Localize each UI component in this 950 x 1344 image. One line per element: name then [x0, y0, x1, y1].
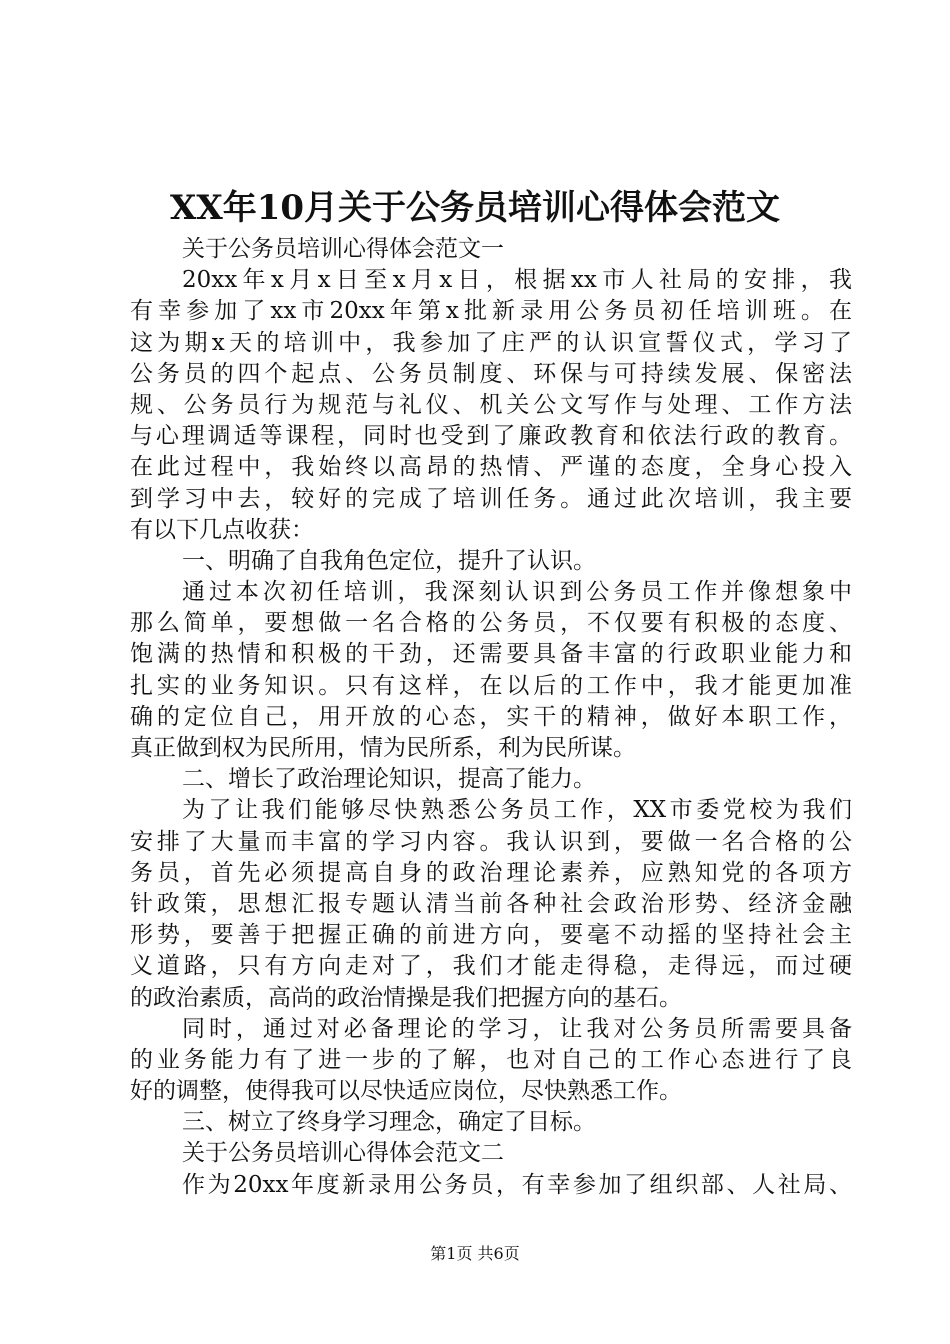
- section-heading: 关于公务员培训心得体会范文二: [182, 1140, 504, 1167]
- paragraph-line: 这为期x天的培训中，我参加了庄严的认识宣誓仪式，学习了: [130, 329, 852, 356]
- paragraph-line: 的业务能力有了进一步的了解，也对自己的工作心态进行了良: [130, 1046, 852, 1073]
- paragraph-line: 公务员的四个起点、公务员制度、环保与可持续发展、保密法: [130, 360, 852, 387]
- paragraph-line: 的政治素质，高尚的政治情操是我们把握方向的基石。: [130, 984, 682, 1011]
- paragraph-line: 通过本次初任培训，我深刻认识到公务员工作并像想象中: [182, 579, 852, 606]
- paragraph-line: 那么简单，要想做一名合格的公务员，不仅要有积极的态度、: [130, 610, 852, 637]
- section-heading: 二、增长了政治理论知识，提高了能力。: [182, 766, 596, 793]
- paragraph-line: 义道路，只有方向走对了，我们才能走得稳，走得远，而过硬: [130, 953, 852, 980]
- document-body: [130, 234, 852, 1201]
- paragraph-line: 为了让我们能够尽快熟悉公务员工作，XX市委党校为我们: [182, 797, 852, 824]
- paragraph-line: 扎实的业务知识。只有这样，在以后的工作中，我才能更加准: [130, 672, 852, 699]
- paragraph-line: 同时，通过对必备理论的学习，让我对公务员所需要具备: [182, 1015, 852, 1042]
- section-heading: 关于公务员培训心得体会范文一: [182, 236, 504, 262]
- paragraph-line: 好的调整，使得我可以尽快适应岗位，尽快熟悉工作。: [130, 1078, 682, 1105]
- page-footer: 第1页 共6页: [430, 1244, 520, 1263]
- document-title: XX年10月关于公务员培训心得体会范文: [169, 188, 781, 228]
- paragraph-line: 安排了大量而丰富的学习内容。我认识到，要做一名合格的公: [130, 828, 852, 855]
- paragraph-line: 作为20xx年度新录用公务员，有幸参加了组织部、人社局、: [182, 1171, 852, 1198]
- paragraph-line: 与心理调适等课程，同时也受到了廉政教育和依法行政的教育。: [130, 423, 852, 450]
- paragraph-line: 形势，要善于把握正确的前进方向，要毫不动摇的坚持社会主: [130, 922, 852, 949]
- paragraph-line: 到学习中去，较好的完成了培训任务。通过此次培训，我主要: [130, 485, 852, 512]
- paragraph-line: 有以下几点收获：: [130, 516, 314, 543]
- paragraph-line: 规、公务员行为规范与礼仪、机关公文写作与处理、工作方法: [130, 391, 852, 418]
- paragraph-line: 真正做到权为民所用，情为民所系，利为民所谋。: [130, 735, 636, 761]
- paragraph-line: 有幸参加了xx市20xx年第x批新录用公务员初任培训班。在: [130, 298, 852, 325]
- paragraph-line: 20xx年x月x日至x月x日，根据xx市人社局的安排，我: [182, 267, 852, 294]
- paragraph-line: 务员，首先必须提高自身的政治理论素养，应熟知党的各项方: [130, 859, 852, 886]
- paragraph-line: 确的定位自己，用开放的心态，实干的精神，做好本职工作，: [130, 703, 852, 730]
- paragraph-line: 在此过程中，我始终以高昂的热情、严谨的态度，全身心投入: [130, 454, 852, 481]
- paragraph-line: 饱满的热情和积极的干劲，还需要具备丰富的行政职业能力和: [130, 641, 852, 668]
- paragraph-line: 针政策，思想汇报专题认清当前各种社会政治形势、经济金融: [130, 890, 852, 917]
- section-heading: 一、明确了自我角色定位，提升了认识。: [182, 547, 596, 574]
- section-heading: 三、树立了终身学习理念，确定了目标。: [182, 1109, 596, 1136]
